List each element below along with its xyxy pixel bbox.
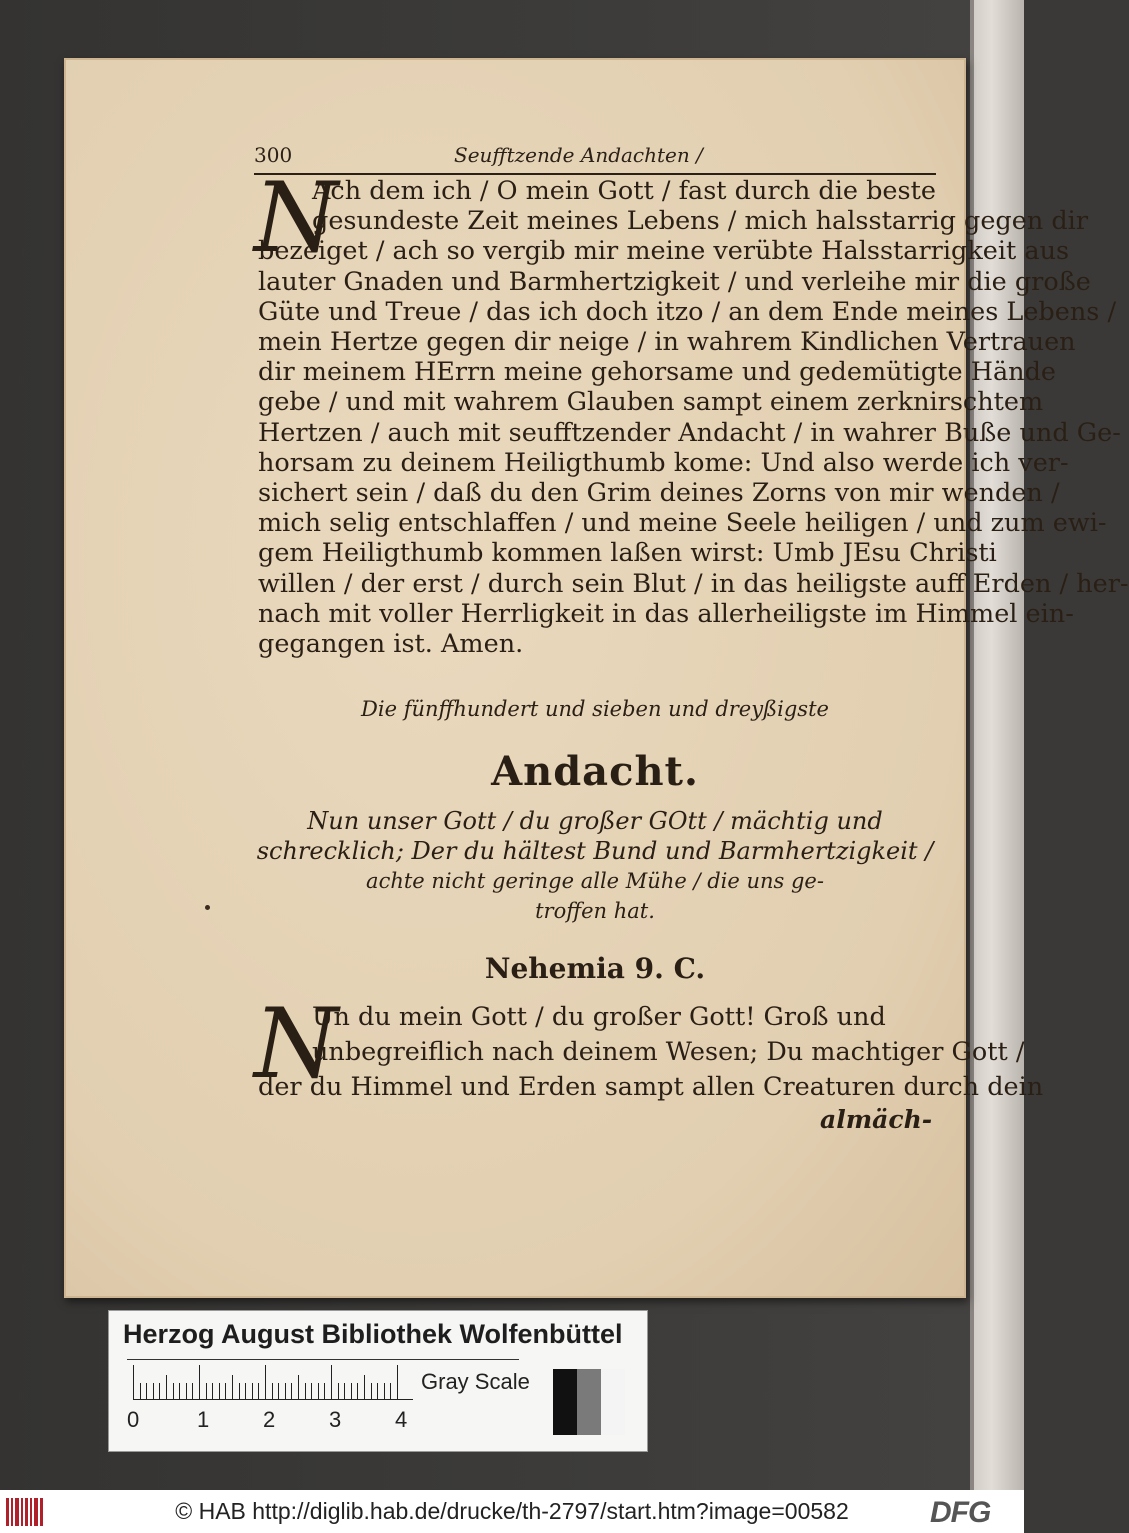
ruler-tick <box>252 1383 253 1399</box>
ruler-number: 2 <box>263 1407 276 1432</box>
running-head <box>254 143 936 175</box>
ruler-tick <box>140 1383 141 1399</box>
ruler-tick <box>153 1383 154 1399</box>
paragraph-2 <box>258 1000 1043 1105</box>
text-line: gesundeste Zeit meines Lebens / mich halsstarrig gegen dir <box>312 206 1089 237</box>
ruler-number: 1 <box>197 1407 210 1432</box>
ruler-tick <box>173 1383 174 1399</box>
ink-mark <box>205 905 210 910</box>
ruler-tick <box>344 1383 345 1399</box>
drop-initial-1: N <box>254 162 338 274</box>
text-line: willen / der erst / durch sein Blut / in das heiligste auff Erden / her- <box>258 568 1129 599</box>
footer-bar <box>0 1490 1024 1533</box>
ruler-tick <box>199 1365 200 1399</box>
ruler-tick <box>225 1383 226 1399</box>
ruler-tick <box>245 1383 246 1399</box>
text-line: Güte und Treue / das ich doch itzo / an dem Ende meines Lebens / <box>258 296 1117 327</box>
ruler-tick <box>305 1383 306 1399</box>
text-line: mich selig entschlaffen / und meine Seele heiligen / und zum ewi- <box>258 508 1107 539</box>
gray-swatch-mid <box>577 1369 601 1435</box>
ruler-tick <box>377 1383 378 1399</box>
page-number: 300 <box>254 143 293 167</box>
dfg-logo: DFG <box>930 1496 991 1529</box>
ruler-tick <box>179 1383 180 1399</box>
ruler-tick <box>318 1383 319 1399</box>
text-line: lauter Gnaden und Barmhertzigkeit / und verleihe mir die große <box>258 266 1091 297</box>
ruler-tick <box>291 1383 292 1399</box>
ruler-tick <box>159 1383 160 1399</box>
catchword: almäch- <box>820 1105 933 1134</box>
text-line: der du Himmel und Erden sampt allen Creaturen durch dein <box>258 1072 1044 1102</box>
gray-swatch-dark <box>553 1369 577 1435</box>
ruler-tick <box>311 1383 312 1399</box>
ruler-tick <box>351 1383 352 1399</box>
text-line: gebe / und mit wahrem Glauben sampt einem zerknirschtem <box>258 387 1044 418</box>
gray-scale-swatches <box>553 1369 625 1435</box>
ruler-number: 4 <box>395 1407 408 1432</box>
gray-scale-label: Gray Scale <box>421 1369 530 1394</box>
ruler-tick <box>186 1383 187 1399</box>
ruler-tick <box>331 1365 332 1399</box>
scripture-quote <box>254 806 936 926</box>
ruler-tick <box>232 1375 233 1399</box>
divider <box>127 1359 519 1360</box>
gray-swatch-light <box>601 1369 625 1435</box>
ruler-number: 3 <box>329 1407 342 1432</box>
running-title: Seufftzende Andachten / <box>454 143 703 167</box>
text-line: gem Heiligthumb kommen laßen wirst: Umb JEsu Christi <box>258 538 997 569</box>
drop-initial-2: N <box>254 988 338 1100</box>
quote-line: Nun unser Gott / du großer GOtt / mächtig und <box>307 807 883 835</box>
ruler-tick <box>212 1383 213 1399</box>
ruler-tick <box>324 1383 325 1399</box>
ruler-tick <box>298 1375 299 1399</box>
text-line: bezeiget / ach so vergib mir meine verübte Halsstarrigkeit aus <box>258 236 1070 267</box>
text-line: Hertzen / auch mit seufftzender Andacht / in wahrer Buße und Ge- <box>258 417 1121 448</box>
ruler-tick <box>357 1383 358 1399</box>
ruler-tick <box>278 1383 279 1399</box>
ruler-number: 0 <box>127 1407 140 1432</box>
ruler-tick <box>206 1383 207 1399</box>
ruler-tick <box>265 1365 266 1399</box>
ruler-tick <box>192 1383 193 1399</box>
ruler-tick <box>338 1383 339 1399</box>
text-line: dir meinem HErrn meine gehorsame und gedemütigte Hände <box>258 357 1057 388</box>
ruler-tick <box>390 1383 391 1399</box>
ruler-tick <box>166 1375 167 1399</box>
library-label <box>108 1310 648 1452</box>
text-line: nach mit voller Herrligkeit in das allerheiligste im Himmel ein- <box>258 598 1074 629</box>
text-line: mein Hertze gegen dir neige / in wahrem Kindlichen Vertrauen <box>258 327 1076 358</box>
scripture-reference: Nehemia 9. C. <box>484 952 706 985</box>
quote-line: schrecklich; Der du hältest Bund und Barmhertzigkeit / <box>256 837 934 865</box>
text-line: Un du mein Gott / du großer Gott! Groß und <box>312 1002 886 1032</box>
text-line: gegangen ist. Amen. <box>258 629 524 660</box>
scale-ruler <box>133 1363 413 1400</box>
section-heading: Andacht. <box>491 748 699 795</box>
text-line: unbegreiflich nach deinem Wesen; Du machtiger Gott / <box>312 1037 1025 1067</box>
ruler-tick <box>272 1383 273 1399</box>
ruler-tick <box>384 1383 385 1399</box>
text-line: Ach dem ich / O mein Gott / fast durch die beste <box>312 176 936 206</box>
paragraph-1 <box>258 176 1129 659</box>
ruler-tick <box>219 1383 220 1399</box>
ruler-tick <box>258 1383 259 1399</box>
ruler-tick <box>364 1375 365 1399</box>
text-line: sichert sein / daß du den Grim deines Zorns von mir wenden / <box>258 478 1060 509</box>
ruler-tick <box>371 1383 372 1399</box>
ruler-tick <box>239 1383 240 1399</box>
ruler-tick <box>146 1383 147 1399</box>
quote-line: achte nicht geringe alle Mühe / die uns ge- <box>366 869 824 893</box>
section-subheading: Die fünffhundert und sieben und dreyßigste <box>361 697 829 721</box>
text-line: horsam zu deinem Heiligthumb kome: Und also werde ich ver- <box>258 447 1069 478</box>
copyright-url: © HAB http://diglib.hab.de/drucke/th-2797/start.htm?image=00582 <box>175 1498 849 1524</box>
library-name: Herzog August Bibliothek Wolfenbüttel <box>123 1319 623 1349</box>
ruler-tick <box>285 1383 286 1399</box>
quote-line: troffen hat. <box>535 899 655 923</box>
ruler-tick <box>133 1365 134 1399</box>
ruler-tick <box>397 1365 398 1399</box>
